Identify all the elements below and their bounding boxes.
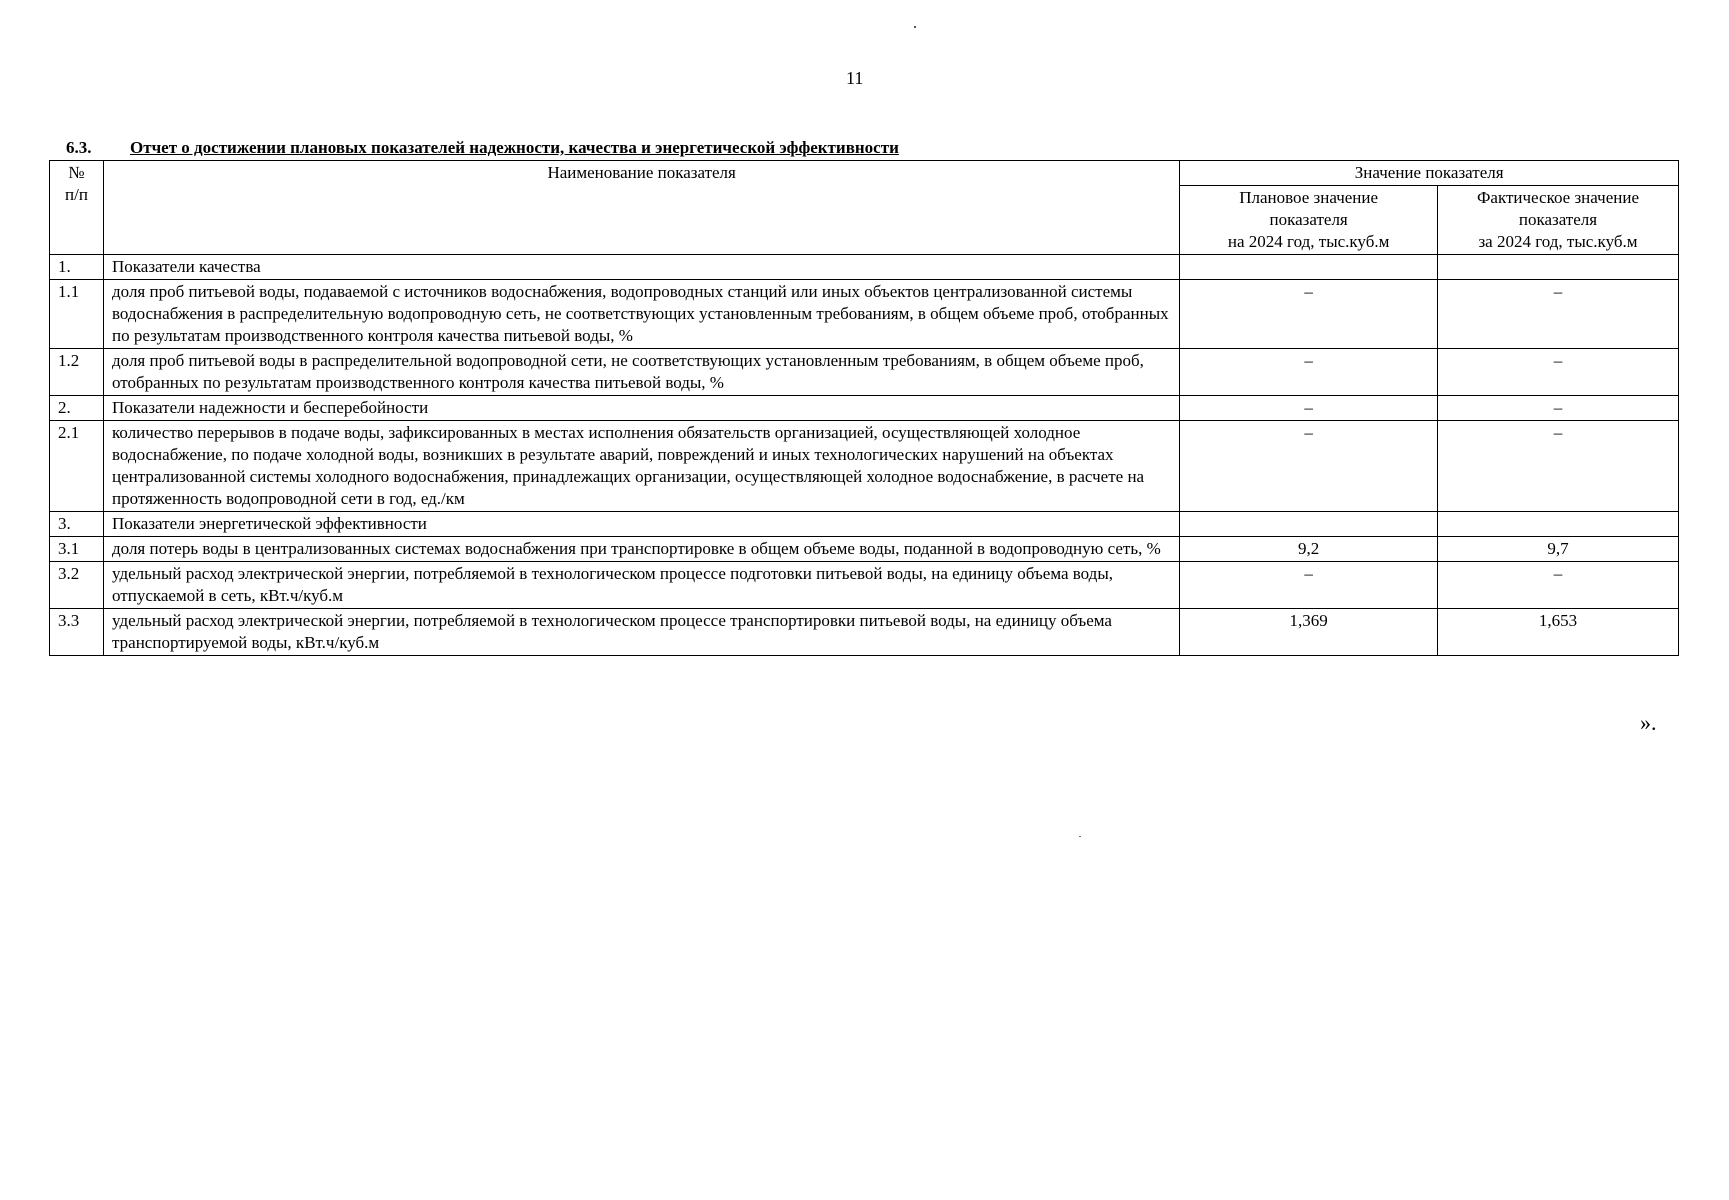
row-plan-value: 1,369 (1180, 609, 1438, 656)
row-number: 3.1 (50, 537, 104, 562)
header-indicator-value: Значение показателя (1180, 161, 1679, 186)
row-indicator-name: Показатели надежности и бесперебойности (104, 396, 1180, 421)
row-plan-value: – (1180, 562, 1438, 609)
header-fact-value (1437, 186, 1678, 255)
row-fact-value: 1,653 (1437, 609, 1678, 656)
scan-speck (1079, 836, 1081, 837)
header-plan-line-1: Плановое значение (1239, 188, 1379, 207)
row-fact-value: – (1437, 562, 1678, 609)
scan-speck (914, 26, 916, 28)
row-fact-value: 9,7 (1437, 537, 1678, 562)
table-row (50, 609, 1679, 656)
row-fact-value: – (1437, 421, 1678, 512)
section-heading (66, 138, 899, 158)
row-number: 2.1 (50, 421, 104, 512)
table-row (50, 280, 1679, 349)
row-fact-value: – (1437, 280, 1678, 349)
row-number: 2. (50, 396, 104, 421)
row-fact-value: – (1437, 396, 1678, 421)
row-plan-value: – (1180, 280, 1438, 349)
row-number: 1.2 (50, 349, 104, 396)
row-fact-value (1437, 255, 1678, 280)
row-fact-value (1437, 512, 1678, 537)
header-number-column (50, 161, 104, 255)
table-row (50, 562, 1679, 609)
row-number: 3. (50, 512, 104, 537)
section-number: 6.3. (66, 138, 92, 157)
header-indicator-name: Наименование показателя (104, 161, 1180, 255)
header-fact-line-2: показателя (1518, 210, 1598, 229)
row-indicator-name: Показатели качества (104, 255, 1180, 280)
row-indicator-name: удельный расход электрической энергии, потребляемой в технологическом процессе подготовки питьевой воды, на единицу объема воды, отпускаемой в сеть, кВт.ч/куб.м (104, 562, 1180, 609)
row-indicator-name: Показатели энергетической эффективности (104, 512, 1180, 537)
indicators-table (49, 160, 1679, 656)
row-indicator-name: доля проб питьевой воды в распределительной водопроводной сети, не соответствующих установленным требованиям, в общем объеме проб, отобранных по результатам производственного контроля качества питьевой воды, % (104, 349, 1180, 396)
row-plan-value: 9,2 (1180, 537, 1438, 562)
page-number: 11 (846, 68, 864, 88)
table-row (50, 537, 1679, 562)
row-indicator-name: количество перерывов в подаче воды, зафиксированных в местах исполнения обязательств организацией, осуществляющей холодное водоснабжение, по подаче холодной воды, возникших в результате аварий, повреждений и иных технологических нарушений на объектах централизованной системы холодного водоснабжения, принадлежащих организации, осуществляющей холодное водоснабжение, в расчете на протяженность водопроводной сети в год, ед./км (104, 421, 1180, 512)
row-plan-value (1180, 255, 1438, 280)
row-indicator-name: доля потерь воды в централизованных системах водоснабжения при транспортировке в общем объеме воды, поданной в водопроводную сеть, % (104, 537, 1180, 562)
row-plan-value: – (1180, 421, 1438, 512)
table-row (50, 421, 1679, 512)
header-fact-line-3: за 2024 год, тыс.куб.м (1478, 232, 1638, 251)
row-indicator-name: доля проб питьевой воды, подаваемой с источников водоснабжения, водопроводных станций или иных объектов централизованной системы водоснабжения в распределительную водопроводную сеть, не соответствующих установленным требованиям, в общем объеме проб, отобранных по результатам производственного контроля качества питьевой воды, % (104, 280, 1180, 349)
header-number-symbol: № (68, 163, 85, 182)
header-plan-value (1180, 186, 1438, 255)
row-indicator-name: удельный расход электрической энергии, потребляемой в технологическом процессе транспортировки питьевой воды, на единицу объема транспортируемой воды, кВт.ч/куб.м (104, 609, 1180, 656)
table-row (50, 349, 1679, 396)
section-title: Отчет о достижении плановых показателей надежности, качества и энергетической эффективности (130, 138, 899, 157)
row-fact-value: – (1437, 349, 1678, 396)
row-number: 3.3 (50, 609, 104, 656)
header-plan-line-3: на 2024 год, тыс.куб.м (1227, 232, 1390, 251)
table-row (50, 512, 1679, 537)
header-number-abbrev: п/п (65, 185, 88, 204)
row-number: 3.2 (50, 562, 104, 609)
header-plan-line-2: показателя (1269, 210, 1348, 229)
closing-quote-mark: ». (1640, 710, 1657, 735)
row-plan-value: – (1180, 396, 1438, 421)
header-row-1 (50, 161, 1679, 186)
row-number: 1. (50, 255, 104, 280)
row-plan-value (1180, 512, 1438, 537)
row-plan-value: – (1180, 349, 1438, 396)
table-row (50, 396, 1679, 421)
header-fact-line-1: Фактическое значение (1476, 188, 1639, 207)
row-number: 1.1 (50, 280, 104, 349)
table-row (50, 255, 1679, 280)
